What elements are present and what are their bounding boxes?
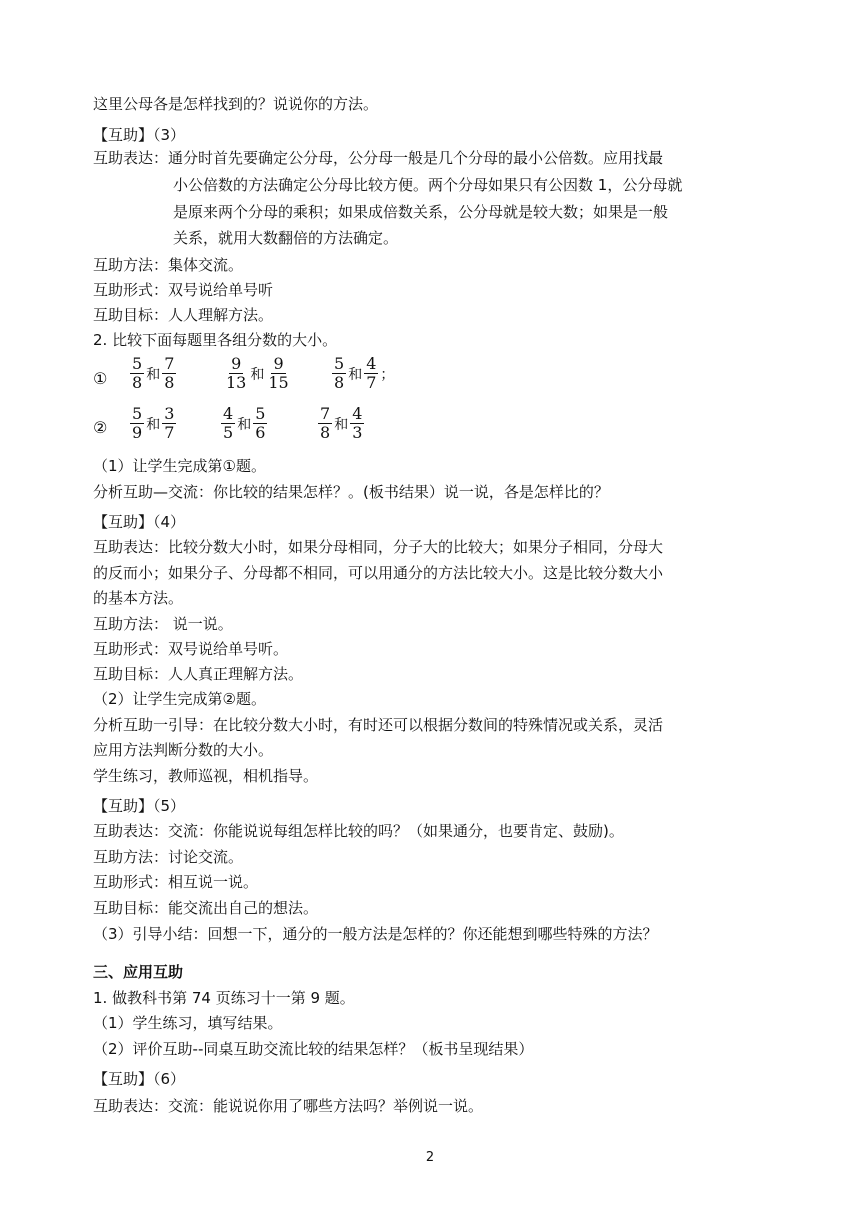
paragraph-line: 的反而小；如果分子、分母都不相同，可以用通分的方法比较大小。这是比较分数大小 xyxy=(93,564,664,582)
paragraph-line: 互助表达：比较分数大小时，如果分母相同，分子大的比较大；如果分子相同，分母大 xyxy=(93,538,664,556)
paragraph-line: 的基本方法。 xyxy=(93,589,184,607)
fraction-pair xyxy=(224,355,291,392)
paragraph-line: 互助形式：双号说给单号听。 xyxy=(93,640,289,658)
denominator: 6 xyxy=(255,423,266,442)
and-word: 和 xyxy=(237,416,252,433)
paragraph-line: 互助表达：交流：能说说你用了哪些方法吗？举例说一说。 xyxy=(93,1097,484,1115)
denominator: 8 xyxy=(164,373,175,392)
fraction-pair xyxy=(221,405,267,442)
paragraph-line: （2）让学生完成第②题。 xyxy=(93,690,266,708)
denominator: 9 xyxy=(132,423,143,442)
paragraph-line: 互助形式：双号说给单号听 xyxy=(93,281,274,299)
denominator: 15 xyxy=(268,373,289,392)
paragraph-line: 互助形式：相互说一说。 xyxy=(93,873,259,891)
denominator: 8 xyxy=(132,373,143,392)
paragraph-line: 分析互助一引导：在比较分数大小时，有时还可以根据分数间的特殊情况或关系，灵活 xyxy=(93,716,664,734)
section-heading: 三、应用互助 xyxy=(93,963,184,981)
paragraph-line: 互助表达：交流：你能说说每组怎样比较的吗？（如果通分，也要肯定、鼓励)。 xyxy=(93,822,624,840)
denominator: 5 xyxy=(223,423,234,442)
and-word: 和 xyxy=(146,416,161,433)
denominator: 8 xyxy=(320,423,331,442)
fraction-pair xyxy=(332,355,396,392)
numerator: 4 xyxy=(366,354,377,373)
numerator: 7 xyxy=(164,354,175,373)
section-label-4: 【互助】（4） xyxy=(93,513,186,531)
paragraph-line: 互助目标：能交流出自己的想法。 xyxy=(93,899,319,917)
and-word: 和 xyxy=(334,416,349,433)
paragraph-line: （3）引导小结：回想一下，通分的一般方法是怎样的？你还能想到哪些特殊的方法？ xyxy=(93,925,658,943)
paragraph-line: 是原来两个分母的乘积；如果成倍数关系，公分母就是较大数；如果是一般 xyxy=(173,203,669,221)
numerator: 5 xyxy=(255,404,266,423)
paragraph-line: 互助方法：集体交流。 xyxy=(93,256,244,274)
section-label-6: 【互助】（6） xyxy=(93,1070,186,1088)
numerator: 9 xyxy=(231,354,242,373)
paragraph-line: 应用方法判断分数的大小。 xyxy=(93,741,274,759)
numerator: 5 xyxy=(132,404,143,423)
paragraph-line: 互助目标：人人理解方法。 xyxy=(93,306,274,324)
numerator: 3 xyxy=(164,404,175,423)
denominator: 8 xyxy=(334,373,345,392)
paragraph-line: 学生练习，教师巡视，相机指导。 xyxy=(93,767,319,785)
fraction-pair xyxy=(130,405,176,442)
semicolon: ； xyxy=(380,366,395,383)
circled-number-1: ① xyxy=(93,369,108,388)
numerator: 4 xyxy=(223,404,234,423)
question-text: 这里公母各是怎样找到的？说说你的方法。 xyxy=(93,95,379,113)
paragraph-line: （1）让学生完成第①题。 xyxy=(93,457,266,475)
paragraph-line: 互助方法：讨论交流。 xyxy=(93,848,244,866)
page-number: 2 xyxy=(425,1150,435,1165)
denominator: 13 xyxy=(226,373,247,392)
section-label-3: 【互助】（3） xyxy=(93,126,186,144)
and-word: 和 xyxy=(250,366,265,383)
paragraph-line: 互助目标：人人真正理解方法。 xyxy=(93,665,304,683)
fraction-pair xyxy=(130,355,176,392)
numerator: 4 xyxy=(352,404,363,423)
denominator: 7 xyxy=(164,423,175,442)
numerator: 5 xyxy=(132,354,143,373)
paragraph-line: 关系，就用大数翻倍的方法确定。 xyxy=(173,229,399,247)
paragraph-line: 1. 做教科书第 74 页练习十一第 9 题。 xyxy=(93,989,355,1007)
paragraph-line: 小公倍数的方法确定公分母比较方便。两个分母如果只有公因数 1，公分母就 xyxy=(173,176,683,194)
paragraph-line: 互助表达：通分时首先要确定公分母，公分母一般是几个分母的最小公倍数。应用找最 xyxy=(93,149,664,167)
paragraph-line: 分析互助—交流：你比较的结果怎样？。(板书结果）说一说，各是怎样比的？ xyxy=(93,483,609,501)
paragraph-line: （1）学生练习，填写结果。 xyxy=(93,1014,283,1032)
circled-number-2: ② xyxy=(93,418,108,437)
paragraph-line: （2）评价互助--同桌互助交流比较的结果怎样？（板书呈现结果） xyxy=(93,1040,534,1058)
denominator: 7 xyxy=(366,373,377,392)
numerator: 7 xyxy=(320,404,331,423)
and-word: 和 xyxy=(146,366,161,383)
numerator: 5 xyxy=(334,354,345,373)
section-label-5: 【互助】（5） xyxy=(93,797,186,815)
fraction-pair xyxy=(318,405,364,442)
paragraph-line: 互助方法： 说一说。 xyxy=(93,615,233,633)
numerator: 9 xyxy=(273,354,284,373)
denominator: 3 xyxy=(352,423,363,442)
exercise-title: 2. 比较下面每题里各组分数的大小。 xyxy=(93,331,338,349)
and-word: 和 xyxy=(348,366,363,383)
